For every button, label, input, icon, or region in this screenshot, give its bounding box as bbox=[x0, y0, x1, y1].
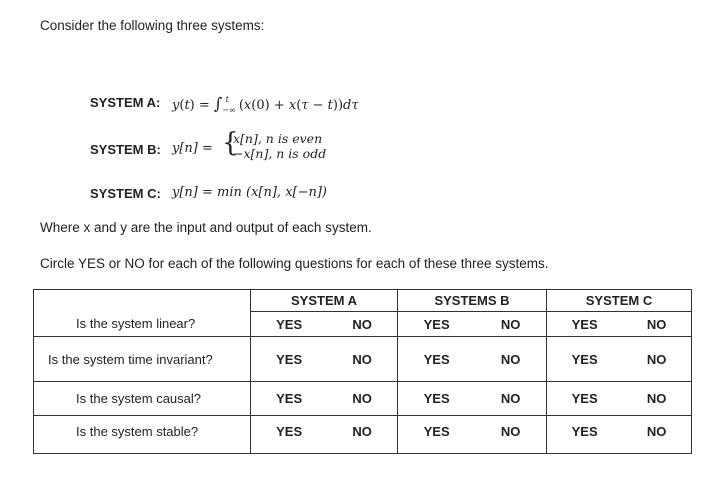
yes-option[interactable]: YES bbox=[571, 316, 598, 332]
yes-option[interactable]: YES bbox=[423, 424, 450, 439]
system-b-cases bbox=[233, 131, 326, 161]
yes-option[interactable]: YES bbox=[423, 316, 450, 332]
yes-option[interactable]: YES bbox=[276, 391, 303, 406]
no-option[interactable]: NO bbox=[352, 351, 372, 367]
question-linear: Is the system linear? bbox=[34, 312, 251, 337]
yes-option[interactable]: YES bbox=[571, 391, 598, 406]
system-a-label: SYSTEM A: bbox=[90, 95, 161, 110]
no-option[interactable]: NO bbox=[646, 424, 667, 439]
answer-cell-c bbox=[547, 337, 692, 382]
system-b-lhs: y[n] = bbox=[172, 141, 213, 156]
where-text: Where x and y are the input and output of each system. bbox=[40, 220, 372, 235]
table-header-row bbox=[34, 290, 692, 312]
system-b-case-even: x[n], n is even bbox=[233, 131, 323, 146]
system-b-case-odd: −x[n], n is odd bbox=[233, 146, 327, 161]
no-option[interactable]: NO bbox=[500, 391, 521, 406]
intro-text: Consider the following three systems: bbox=[40, 18, 265, 33]
question-time-invariant: Is the system time invariant? bbox=[34, 337, 251, 382]
answer-cell-a bbox=[251, 337, 398, 382]
question-stable: Is the system stable? bbox=[34, 416, 251, 454]
yes-option[interactable]: YES bbox=[571, 351, 598, 367]
question-causal: Is the system causal? bbox=[34, 382, 251, 416]
system-c-equation: y[n] = min (x[n], x[−n]) bbox=[172, 185, 328, 200]
answer-table bbox=[33, 289, 692, 454]
system-b-label: SYSTEM B: bbox=[90, 142, 161, 157]
table-row bbox=[34, 312, 692, 337]
no-option[interactable]: NO bbox=[352, 316, 372, 332]
system-c-label: SYSTEM C: bbox=[90, 186, 161, 201]
answer-cell-c bbox=[547, 382, 692, 416]
yes-option[interactable]: YES bbox=[423, 351, 450, 367]
answer-cell-b bbox=[398, 416, 547, 454]
header-empty-cell bbox=[34, 290, 251, 312]
no-option[interactable]: NO bbox=[500, 351, 521, 367]
yes-option[interactable]: YES bbox=[276, 316, 303, 332]
table-row bbox=[34, 382, 692, 416]
no-option[interactable]: NO bbox=[646, 391, 667, 406]
answer-cell-c bbox=[547, 416, 692, 454]
no-option[interactable]: NO bbox=[500, 424, 521, 439]
instruction-text: Circle YES or NO for each of the following questions for each of these three systems. bbox=[40, 256, 549, 271]
header-system-c: SYSTEM C bbox=[547, 290, 692, 312]
no-option[interactable]: NO bbox=[646, 351, 667, 367]
answer-cell-a bbox=[251, 312, 398, 337]
no-option[interactable]: NO bbox=[352, 391, 372, 406]
header-system-a: SYSTEM A bbox=[251, 290, 398, 312]
header-system-b: SYSTEMS B bbox=[398, 290, 547, 312]
system-b-brace: { bbox=[222, 128, 239, 158]
yes-option[interactable]: YES bbox=[276, 351, 303, 367]
no-option[interactable]: NO bbox=[646, 316, 667, 332]
answer-cell-b bbox=[398, 337, 547, 382]
system-a-equation: $y(t) = \int_{-\infty}^t$ (x(0) + x(τ − t))dτ bbox=[172, 94, 359, 115]
table-row bbox=[34, 416, 692, 454]
yes-option[interactable]: YES bbox=[423, 391, 450, 406]
answer-cell-b bbox=[398, 312, 547, 337]
answer-cell-b bbox=[398, 382, 547, 416]
answer-cell-a bbox=[251, 416, 398, 454]
yes-option[interactable]: YES bbox=[276, 424, 303, 439]
no-option[interactable]: NO bbox=[352, 424, 372, 439]
answer-cell-c bbox=[547, 312, 692, 337]
yes-option[interactable]: YES bbox=[571, 424, 598, 439]
table-row bbox=[34, 337, 692, 382]
no-option[interactable]: NO bbox=[500, 316, 521, 332]
answer-cell-a bbox=[251, 382, 398, 416]
